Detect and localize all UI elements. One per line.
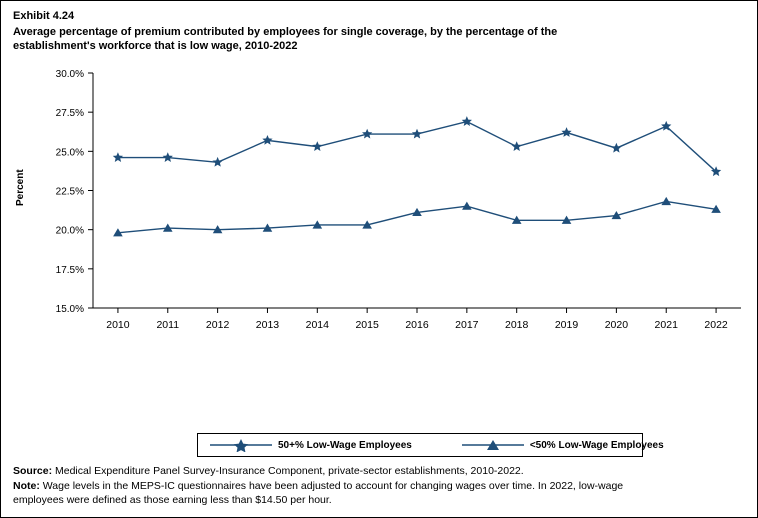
legend-label-series-1: 50+% Low-Wage Employees bbox=[278, 439, 412, 451]
data-point-marker bbox=[561, 127, 571, 137]
legend-swatch-triangle bbox=[462, 438, 524, 452]
legend-item-series-2 bbox=[462, 438, 664, 452]
x-tick-label: 2013 bbox=[255, 319, 280, 331]
y-tick-label: 22.5% bbox=[55, 186, 84, 198]
data-point-marker bbox=[462, 116, 472, 126]
chart-legend bbox=[197, 433, 664, 457]
exhibit-header bbox=[13, 9, 713, 53]
exhibit-title-line-2: establishment's workforce that is low wage, 2010-2022 bbox=[13, 40, 298, 52]
y-tick-label: 15.0% bbox=[55, 304, 84, 315]
x-tick-label: 2021 bbox=[654, 319, 678, 331]
data-point-marker bbox=[212, 157, 222, 167]
note-label: Note: bbox=[13, 479, 40, 492]
source-note bbox=[13, 465, 747, 479]
legend-item-series-1 bbox=[210, 438, 412, 452]
source-label: Source: bbox=[13, 465, 53, 477]
y-tick-label: 25.0% bbox=[55, 147, 84, 159]
series-line-2 bbox=[118, 201, 716, 232]
data-point-marker bbox=[462, 202, 472, 210]
x-tick-label: 2022 bbox=[704, 319, 728, 331]
chart-svg bbox=[1, 63, 758, 393]
note-line-1 bbox=[13, 480, 747, 494]
y-tick-label: 17.5% bbox=[55, 264, 84, 276]
y-tick-label: 27.5% bbox=[55, 108, 84, 120]
data-point-marker bbox=[512, 141, 522, 151]
source-text: Medical Expenditure Panel Survey-Insurance Component, private-sector establishments, 2010-2022. bbox=[52, 465, 524, 477]
data-point-marker bbox=[262, 135, 272, 145]
y-tick-label: 20.0% bbox=[55, 225, 84, 237]
x-tick-label: 2015 bbox=[355, 319, 379, 331]
x-tick-label: 2010 bbox=[106, 319, 130, 331]
exhibit-number: Exhibit 4.24 bbox=[13, 10, 75, 22]
x-tick-label: 2020 bbox=[604, 319, 629, 331]
note-text-2: employees were defined as those earning less than $14.50 per hour. bbox=[13, 494, 332, 506]
data-point-marker bbox=[113, 152, 123, 162]
x-tick-label: 2018 bbox=[505, 319, 529, 331]
data-point-marker bbox=[412, 129, 422, 139]
line-chart bbox=[1, 63, 758, 393]
x-tick-label: 2017 bbox=[455, 319, 479, 331]
legend-swatch-star bbox=[210, 438, 272, 452]
note-line-2 bbox=[13, 494, 747, 508]
exhibit-title-line-1: Average percentage of premium contributed by employees for single coverage, by the percentage of the bbox=[13, 26, 558, 38]
x-tick-label: 2019 bbox=[554, 319, 579, 331]
data-point-marker bbox=[661, 197, 671, 205]
footnotes bbox=[13, 465, 747, 509]
data-point-marker bbox=[312, 141, 322, 151]
x-tick-label: 2014 bbox=[305, 319, 329, 331]
y-axis-title: Percent bbox=[15, 169, 26, 206]
legend-label-series-2: <50% Low-Wage Employees bbox=[529, 439, 664, 451]
data-point-marker bbox=[362, 129, 372, 139]
data-point-marker bbox=[163, 152, 173, 162]
x-tick-label: 2012 bbox=[205, 319, 230, 331]
note-text-1: Wage levels in the MEPS-IC questionnaires have been adjusted to account for changing wages over time. In 2022, low-wage bbox=[39, 479, 624, 492]
x-tick-label: 2011 bbox=[156, 319, 180, 331]
data-point-marker bbox=[611, 143, 621, 153]
y-tick-label: 30.0% bbox=[55, 69, 84, 80]
x-tick-label: 2016 bbox=[405, 319, 429, 331]
